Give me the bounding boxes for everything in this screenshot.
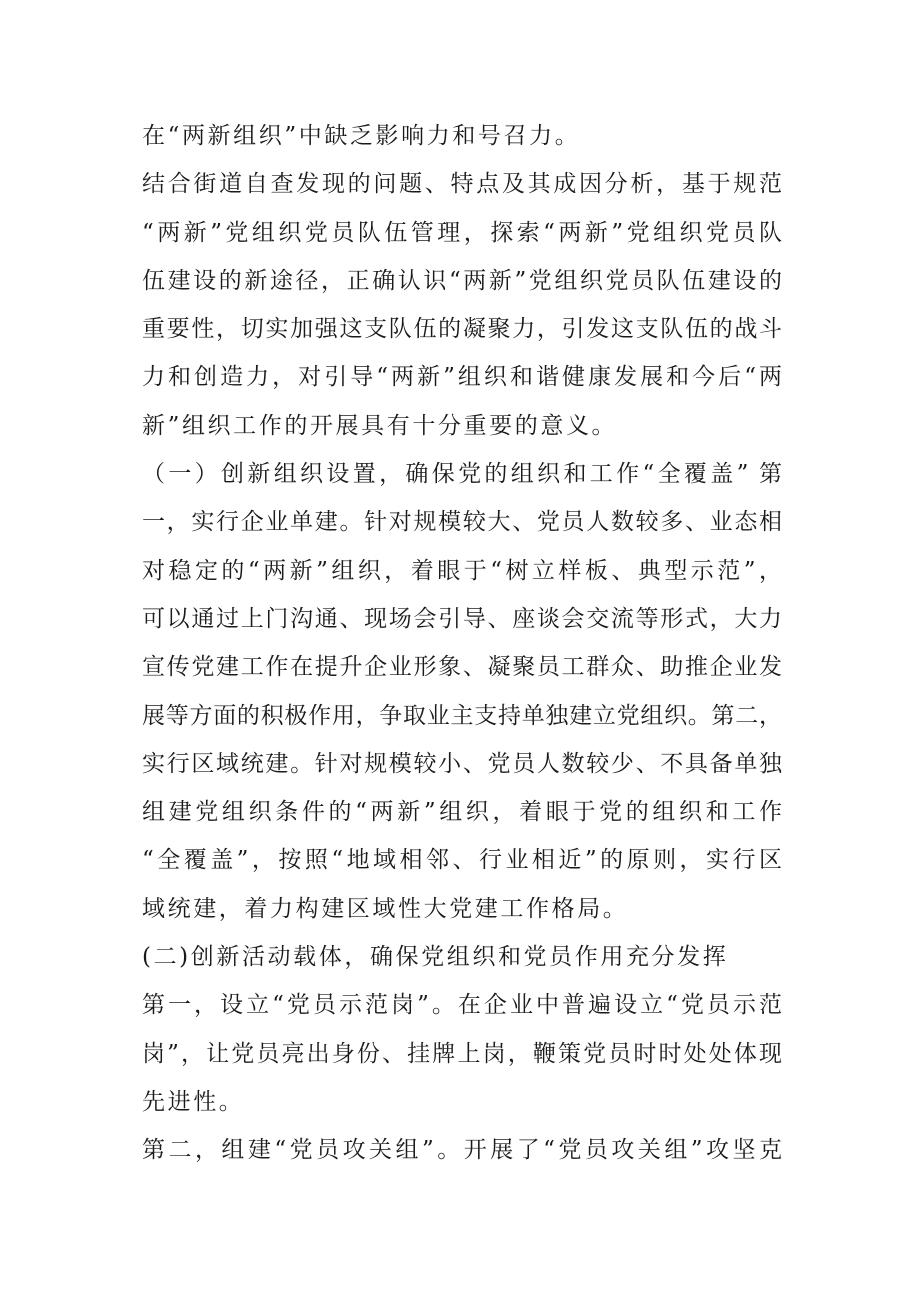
text-line: “全覆盖”，按照“地域相邻、行业相近”的原则，实行区 [142,847,782,874]
text-line: 实行区域统建。针对规模较小、党员人数较少、不具备单独 [142,750,782,777]
text-line: （一）创新组织设置，确保党的组织和工作“全覆盖” 第 [142,461,782,488]
text-line: 在“两新组织”中缺乏影响力和号召力。 [142,123,581,149]
text-line: 第二，组建“党员攻关组”。开展了“党员攻关组”攻坚克 [142,1137,782,1164]
text-line: 域统建，着力构建区域性大党建工作格局。 [142,895,629,922]
text-line: 岗”，让党员亮出身份、挂牌上岗，鞭策党员时时处处体现 [142,1040,782,1067]
text-line: 先进性。 [142,1088,245,1115]
text-line: 结合街道自查发现的问题、特点及其成因分析，基于规范 [142,171,782,198]
text-line: 宣传党建工作在提升企业形象、凝聚员工群众、助推企业发 [142,654,782,681]
text-line: 对稳定的“两新”组织，着眼于“树立样板、典型示范”， [142,557,782,584]
text-line: 重要性，切实加强这支队伍的凝聚力，引发这支队伍的战斗 [142,316,782,343]
text-line: (二)创新活动载体，确保党组织和党员作用充分发挥 [142,944,729,971]
text-line: 可以通过上门沟通、现场会引导、座谈会交流等形式，大力 [142,605,782,632]
text-line: 展等方面的积极作用，争取业主支持单独建立党组织。第二， [142,702,782,729]
document-body [142,112,782,1175]
text-line: 力和创造力，对引导“两新”组织和谐健康发展和今后“两 [142,364,782,391]
text-line: “两新”党组织党员队伍管理，探索“两新”党组织党员队 [142,219,782,246]
text-line: 新”组织工作的开展具有十分重要的意义。 [142,412,618,439]
text-line: 一，实行企业单建。针对规模较大、党员人数较多、业态相 [142,509,782,536]
text-line: 第一，设立“党员示范岗”。在企业中普遍设立“党员示范 [142,992,782,1019]
text-line: 组建党组织条件的“两新”组织，着眼于党的组织和工作 [142,799,782,826]
text-line: 伍建设的新途径，正确认识“两新”党组织党员队伍建设的 [142,267,782,294]
